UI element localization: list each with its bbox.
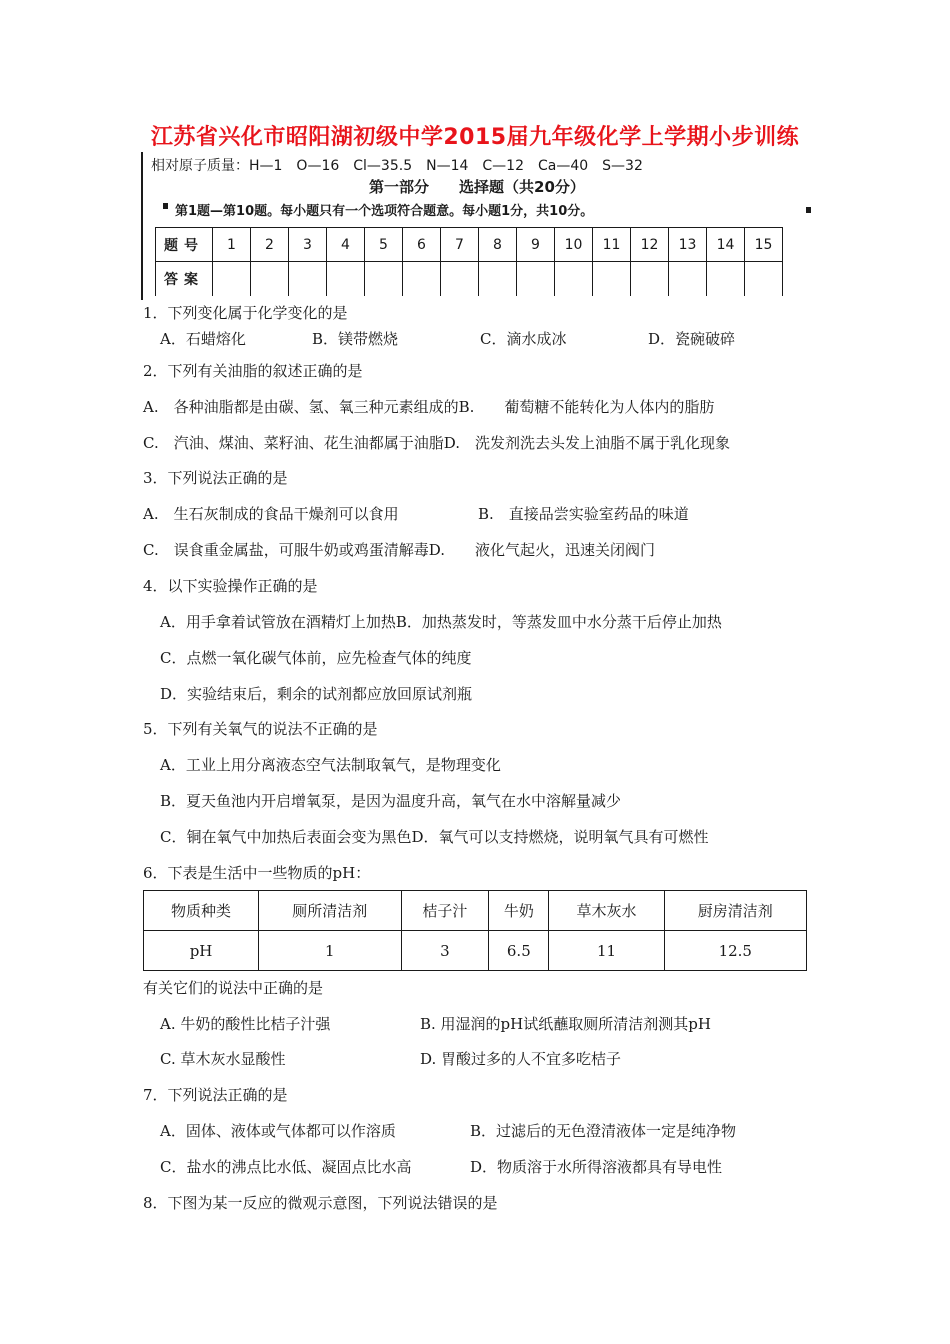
question-1-option-b: B．镁带燃烧 [312,330,399,348]
question-1-stem: 1．下列变化属于化学变化的是 [143,304,348,322]
answer-cell [669,262,707,297]
question-3-stem: 3．下列说法正确的是 [143,469,288,487]
document-title: 江苏省兴化市昭阳湖初级中学2015届九年级化学上学期小步训练 [150,125,800,150]
question-3-option-b: B. 直接品尝实验室药品的味道 [478,505,689,523]
question-number: 10 [555,228,593,262]
ph-table-cell: 厕所清洁剂 [259,891,401,931]
question-number: 6 [403,228,441,262]
question-7-option-d: D．物质溶于水所得溶液都具有导电性 [470,1158,723,1176]
question-4-option-c: C．点燃一氧化碳气体前，应先检查气体的纯度 [160,649,472,667]
question-4-options-ab: A．用手拿着试管放在酒精灯上加热B．加热蒸发时，等蒸发皿中水分蒸干后停止加热 [160,613,722,631]
question-5-option-b: B．夏天鱼池内开启增氧泵，是因为温度升高，氧气在水中溶解量减少 [160,792,622,810]
ph-table-cell: 草木灰水 [549,891,664,931]
ph-table-cell: 11 [549,931,664,971]
question-6-option-d: D. 胃酸过多的人不宜多吃桔子 [420,1050,622,1068]
answer-cell [707,262,745,297]
row-label-answer: 答案 [156,262,213,297]
question-number: 3 [289,228,327,262]
question-3-option-a: A. 生石灰制成的食品干燥剂可以食用 [143,505,399,523]
registration-mark [806,207,811,213]
ph-table-cell: 桔子汁 [401,891,489,931]
question-7-option-c: C．盐水的沸点比水低、凝固点比水高 [160,1158,412,1176]
question-number: 7 [441,228,479,262]
answer-cell [479,262,517,297]
ph-table-cell: 3 [401,931,489,971]
question-6-stem: 6．下表是生活中一些物质的pH： [143,864,371,882]
ph-table-cell: 1 [259,931,401,971]
question-6-follow-up: 有关它们的说法中正确的是 [143,979,324,997]
question-4-option-d: D．实验结束后，剩余的试剂都应放回原试剂瓶 [160,685,473,703]
question-1-option-c: C．滴水成冰 [480,330,567,348]
ph-table-cell: 牛奶 [489,891,549,931]
answer-cell [213,262,251,297]
question-5-stem: 5．下列有关氧气的说法不正确的是 [143,720,378,738]
answer-cell [517,262,555,297]
answer-cell [403,262,441,297]
question-number: 13 [669,228,707,262]
question-2-options-cd: C. 汽油、煤油、菜籽油、花生油都属于油脂D. 洗发剂洗去头发上油脂不属于乳化现象 [143,434,730,452]
question-6-option-a: A. 牛奶的酸性比桔子汁强 [160,1015,331,1033]
question-6-option-b: B. 用湿润的pH试纸蘸取厕所清洁剂测其pH [420,1015,711,1033]
question-7-option-b: B．过滤后的无色澄清液体一定是纯净物 [470,1122,737,1140]
answer-cell [441,262,479,297]
scanned-answer-sheet [141,152,811,300]
answer-cell [593,262,631,297]
question-number: 15 [745,228,783,262]
answer-cell [327,262,365,297]
answer-grid [155,227,783,296]
row-label-number: 题号 [156,228,213,262]
answer-cell [555,262,593,297]
answer-cell [365,262,403,297]
question-3-options-cd: C. 误食重金属盐，可服牛奶或鸡蛋清解毒D. 液化气起火，迅速关闭阀门 [143,541,655,559]
registration-mark [163,203,168,209]
question-number: 2 [251,228,289,262]
question-number: 14 [707,228,745,262]
ph-table [143,890,807,971]
question-2-stem: 2．下列有关油脂的叙述正确的是 [143,362,363,380]
question-number: 9 [517,228,555,262]
question-4-stem: 4．以下实验操作正确的是 [143,577,318,595]
question-number: 12 [631,228,669,262]
question-2-options-ab: A. 各种油脂都是由碳、氢、氧三种元素组成的B. 葡萄糖不能转化为人体内的脂肪 [143,398,715,416]
ph-table-cell: 12.5 [664,931,806,971]
ph-table-cell: 厨房清洁剂 [664,891,806,931]
question-5-option-a: A．工业上用分离液态空气法制取氧气，是物理变化 [160,756,501,774]
ph-table-cell: 物质种类 [144,891,259,931]
part-title: 第一部分 选择题（共20分） [369,178,585,196]
question-8-stem: 8．下图为某一反应的微观示意图，下列说法错误的是 [143,1194,498,1212]
answer-cell [631,262,669,297]
ph-table-header-row [144,891,807,931]
answer-cell [289,262,327,297]
answer-cell [251,262,289,297]
question-number: 5 [365,228,403,262]
question-5-options-cd: C．铜在氧气中加热后表面会变为黑色D．氧气可以支持燃烧，说明氧气具有可燃性 [160,828,709,846]
question-1-option-d: D．瓷碗破碎 [648,330,736,348]
question-number: 8 [479,228,517,262]
ph-table-cell: 6.5 [489,931,549,971]
question-1-option-a: A．石蜡熔化 [160,330,246,348]
answer-grid-answer-row [156,262,783,297]
question-7-stem: 7．下列说法正确的是 [143,1086,288,1104]
ph-table-cell: pH [144,931,259,971]
question-number: 1 [213,228,251,262]
question-number: 4 [327,228,365,262]
section-instruction: 第1题—第10题。每小题只有一个选项符合题意。每小题1分，共10分。 [175,204,594,219]
question-6-option-c: C. 草木灰水显酸性 [160,1050,286,1068]
question-number: 11 [593,228,631,262]
answer-grid-number-row [156,228,783,262]
atomic-masses: 相对原子质量：H—1 O—16 Cl—35.5 N—14 C—12 Ca—40 S—32 [151,158,643,174]
question-7-option-a: A．固体、液体或气体都可以作溶质 [160,1122,396,1140]
answer-cell [745,262,783,297]
ph-table-value-row [144,931,807,971]
